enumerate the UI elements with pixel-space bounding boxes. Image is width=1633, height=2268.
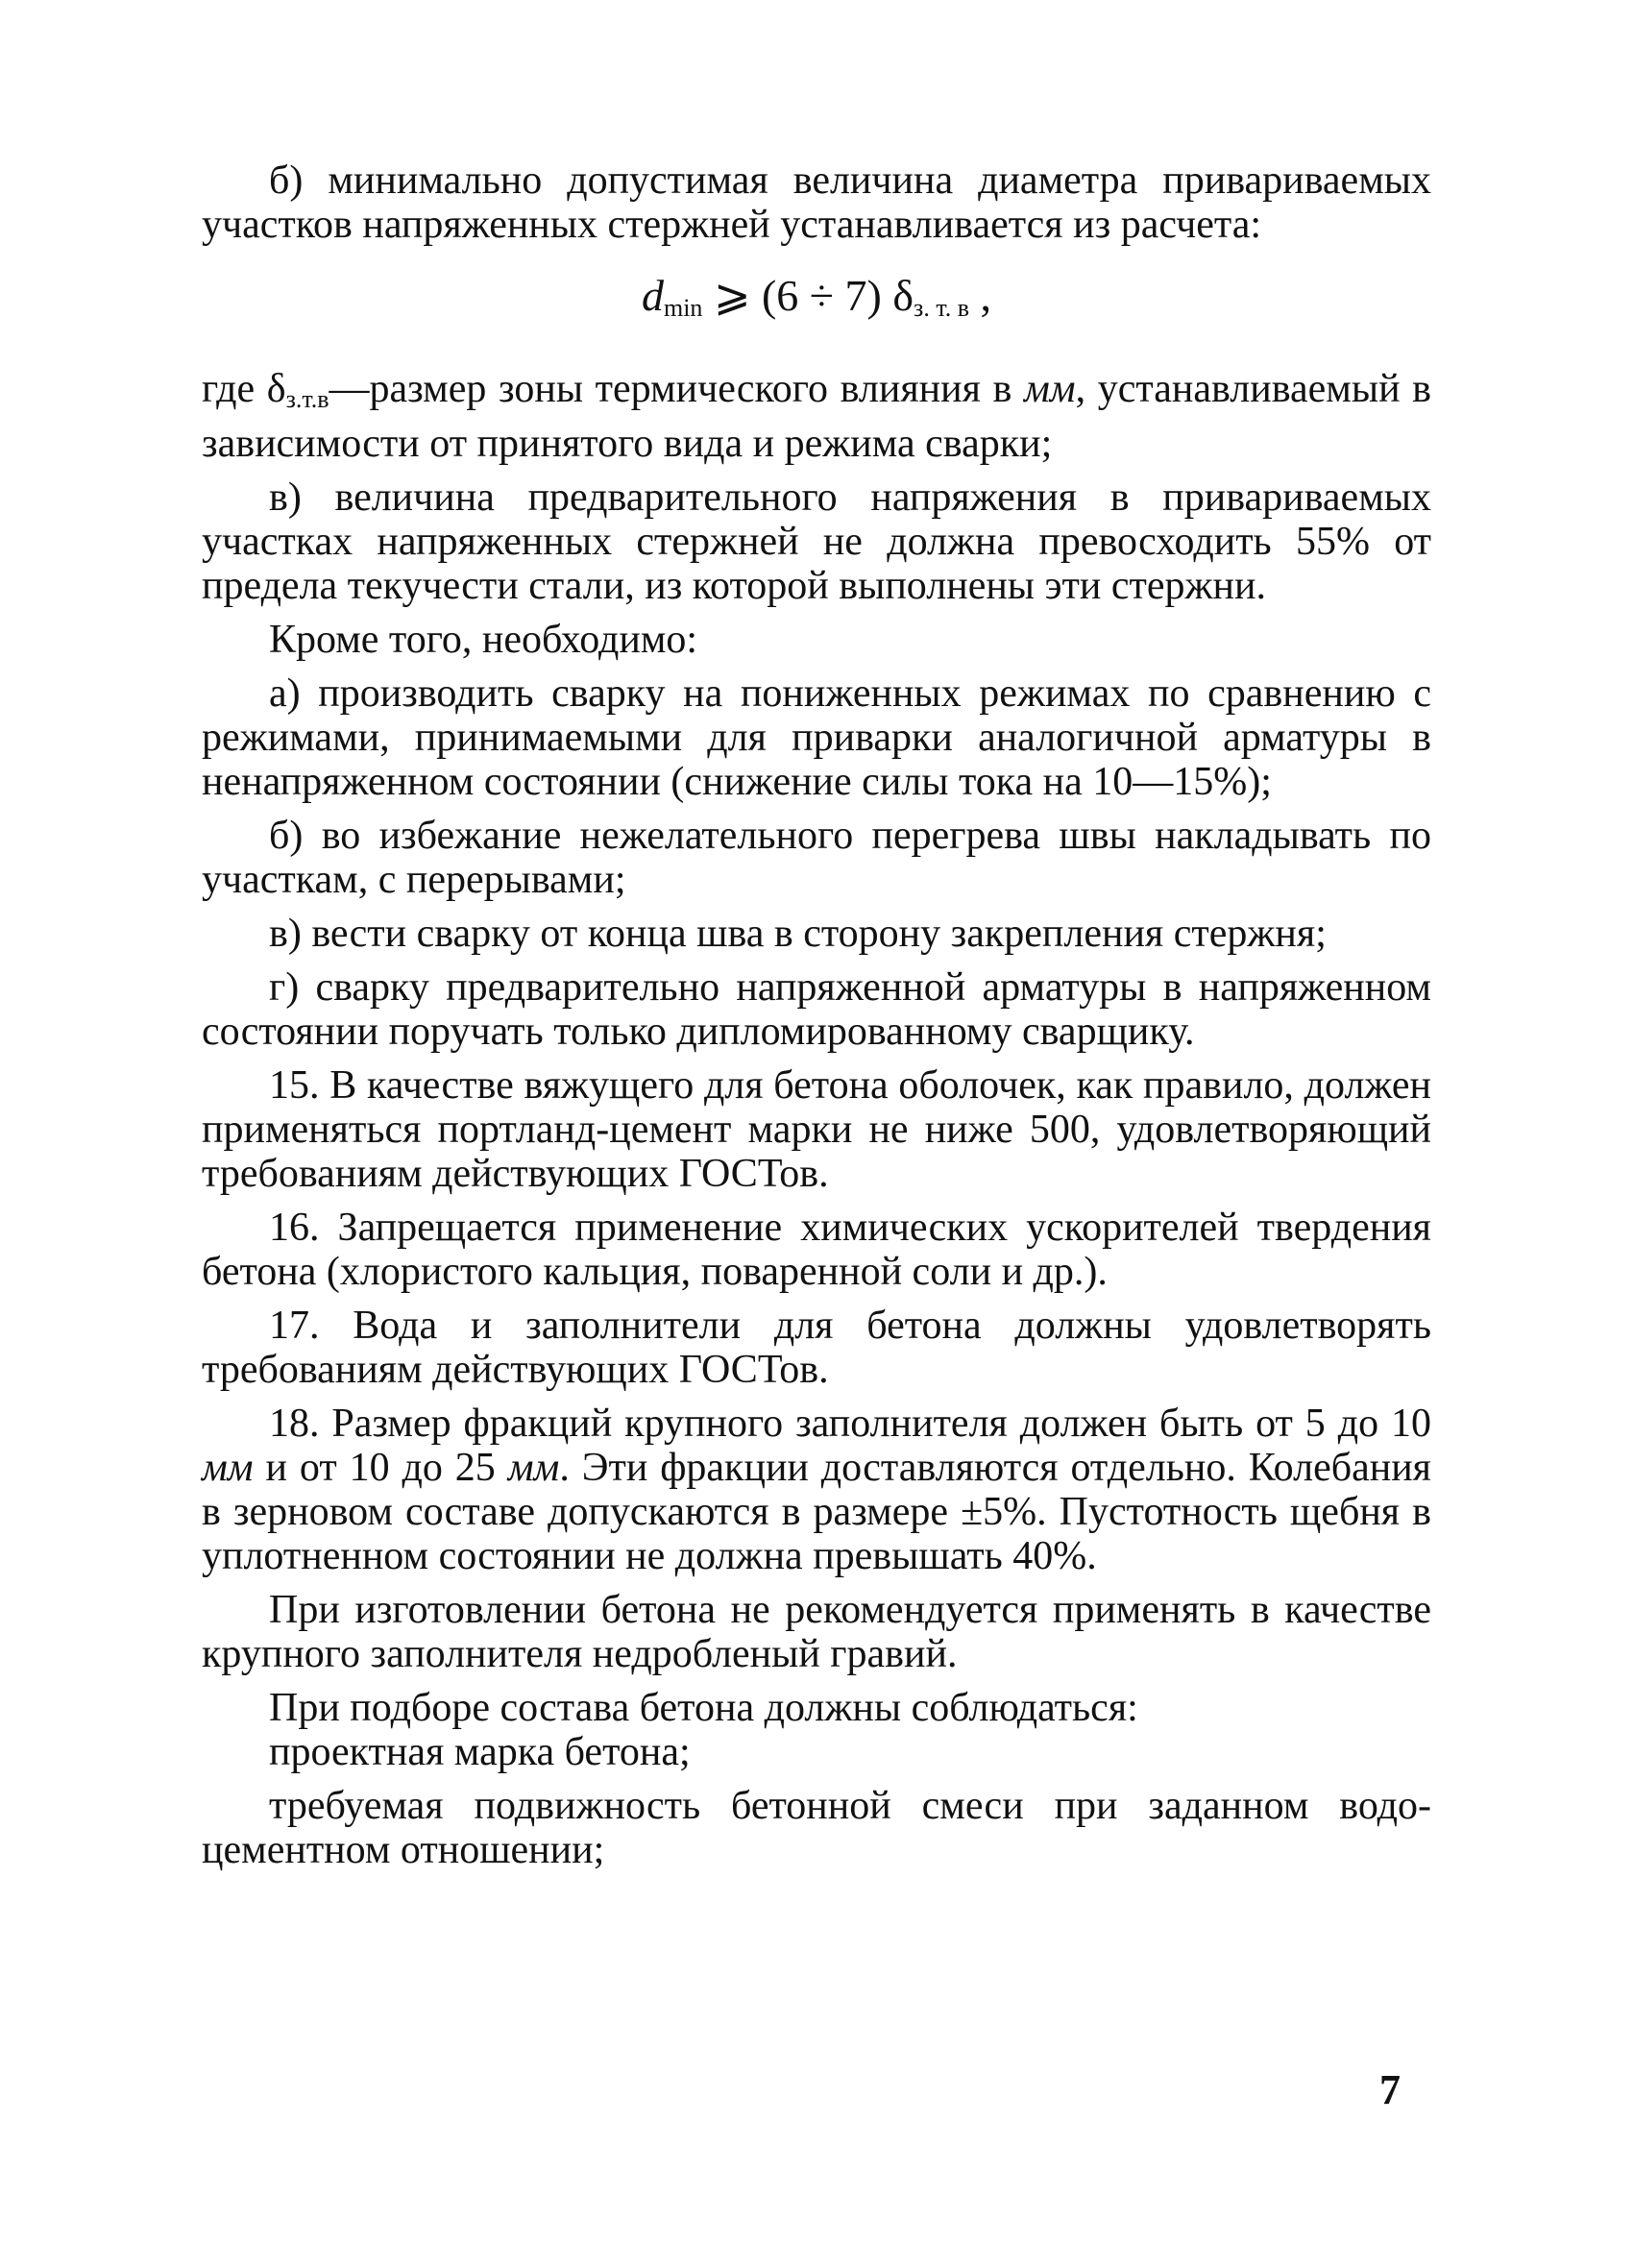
paragraph-v-prestress: в) величина предварительного напряжения в привариваемых участках напряженных стержней не должна превосходить 55% от предела текучести стали, из которой выполнены эти стержни. [202, 476, 1431, 608]
paragraph-17-water: 17. Вода и заполнители для бетона должны удовлетворять требованиям действующих ГОСТов. [202, 1304, 1431, 1392]
p18-part-a: 18. Размер фракций крупного заполнителя должен быть от 5 до 10 [269, 1402, 1431, 1446]
p18-unit-1: мм [202, 1446, 254, 1490]
paragraph-design-grade: проектная марка бетона; [269, 1730, 691, 1774]
where-unit: мм [1024, 367, 1076, 411]
formula-lhs: d [641, 271, 664, 320]
paragraph-krome: Кроме того, необходимо: [269, 618, 698, 662]
paragraph-mobility: требуемая подвижность бетонной смеси при заданном водо-цементном отношении; [202, 1784, 1431, 1872]
paragraph-v-direction: в) вести сварку от конца шва в сторону закрепления стержня; [269, 912, 1327, 956]
paragraph-b-overheat: б) во избежание нежелательного перегрева швы накладывать по участкам, с перерывами; [202, 814, 1431, 902]
paragraph-g-welder: г) сварку предварительно напряженной арматуры в напряженном состоянии поручать только дипломированному сварщику. [202, 965, 1431, 1054]
paragraph-18-fractions [202, 1402, 1431, 1578]
where-text-1: —размер зоны термического влияния в [329, 367, 1024, 411]
where-text-2: , устанавливаемый в зависимости от принятого вида и режима сварки; [202, 367, 1431, 466]
p18-part-b: и от 10 до 25 [253, 1446, 508, 1490]
paragraph-16-accelerators: 16. Запрещается применение химических ускорителей твердения бетона (хлористого кальция, поваренной соли и др.). [202, 1206, 1431, 1294]
page-body [202, 159, 1431, 1872]
paragraph-gravel: При изготовлении бетона не рекомендуется применять в качестве крупного заполнителя недробленый гравий. [202, 1588, 1431, 1676]
where-definition [202, 367, 1431, 466]
p18-part-c: . Эти фракции доставляются отдельно. Колебания в зерновом составе допускаются в размере ±5%. Пустотность щебня в уплотненном состоянии не должна превышать 40%. [202, 1446, 1431, 1578]
formula-dmin [202, 271, 1431, 330]
paragraph-b-min-diameter: б) минимально допустимая величина диаметра привариваемых участков напряженных стержней устанавливается из расчета: [202, 159, 1431, 247]
where-label: где δ [202, 367, 286, 411]
formula-end: , [969, 271, 992, 320]
page-number: 7 [1379, 2066, 1401, 2113]
formula-mid: ⩾ (6 ÷ 7) δ [702, 271, 914, 320]
paragraph-composition: При подборе состава бетона должны соблюдаться: [269, 1686, 1138, 1730]
p18-unit-2: мм [507, 1446, 560, 1490]
where-label-sub: з.т.в [285, 385, 329, 413]
paragraph-15-cement: 15. В качестве вяжущего для бетона оболочек, как правило, должен применяться портланд-цемент марки не ниже 500, удовлетворяющий требованиям действующих ГОСТов. [202, 1063, 1431, 1196]
formula-sub: з. т. в [914, 294, 970, 322]
formula-lhs-sub: min [663, 294, 703, 322]
paragraph-a-welding-mode: а) производить сварку на пониженных режимах по сравнению с режимами, принимаемыми для приварки аналогичной арматуры в ненапряженном состоянии (снижение силы тока на 10—15%); [202, 671, 1431, 804]
